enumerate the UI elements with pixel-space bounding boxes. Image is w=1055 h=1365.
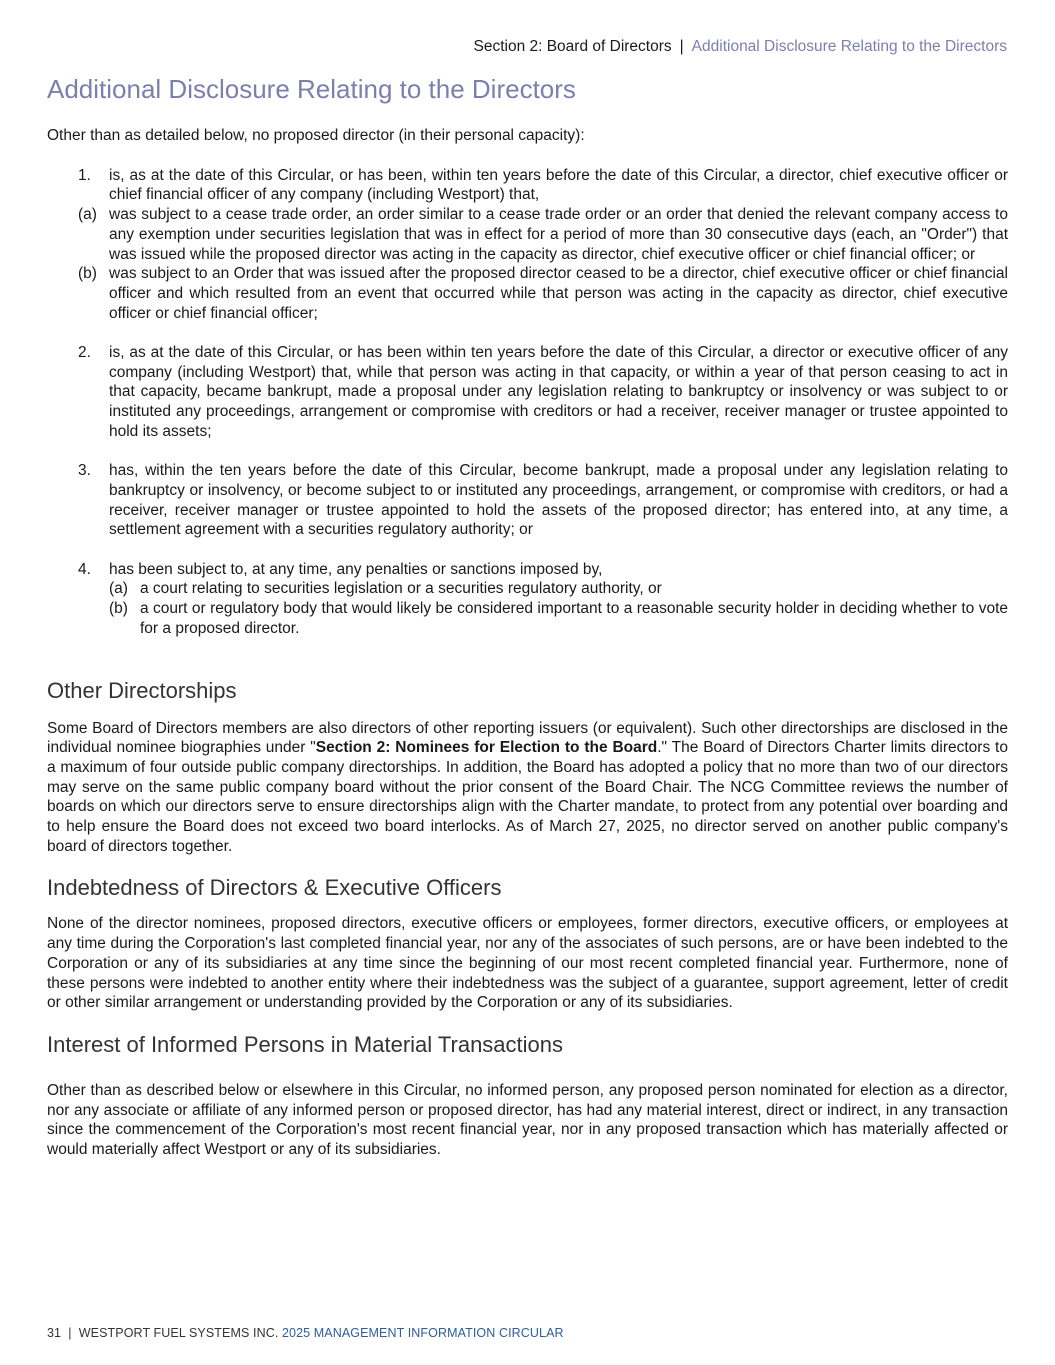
footer-company: WESTPORT FUEL SYSTEMS INC. (78, 1326, 279, 1340)
section-heading-interest: Interest of Informed Persons in Material Transactions (47, 1031, 564, 1057)
list-item (47, 560, 1008, 580)
list-number: 3. (78, 462, 91, 480)
list-text: is, as at the date of this Circular, or has been within ten years before the date of this Circular, a director or executive officer of any company (including Westport) that, while that person was acting in that capacity, or within a year of that person ceasing to act in that capacity, became bankrupt, made a proposal under any legislation relating to bankruptcy or insolvency or was subject to or instituted any proceedings, arrangement or compromise with creditors or had a receiver, receiver manager or trustee appointed to hold its assets; (109, 344, 1008, 440)
list-number: 1. (78, 166, 91, 184)
paragraph-text: Some Board of Directors members are also directors of other reporting issuers (or equivalent). Such other directorships are disclosed in the individual nominee biographies under " (47, 719, 1008, 757)
paragraph-text: ." The Board of Directors Charter limits directors to a maximum of four outside public company directorships. In addition, the Board has adopted a policy that no more than two of our directors may serve on the same public company board without the prior consent of the Board Chair. The NCG Committee reviews the number of boards on which our directors serve to ensure directorships align with the Charter mandate, to protect from any potential over boarding and to help ensure the Board does not exceed two board interlocks. As of March 27, 2025, no director served on another public company's board of directors together. (47, 739, 1008, 855)
page-title: Additional Disclosure Relating to the Directors (47, 74, 576, 104)
list-text: has been subject to, at any time, any penalties or sanctions imposed by, (109, 560, 603, 578)
list-item (47, 166, 1008, 205)
intro-paragraph: Other than as detailed below, no proposed director (in their personal capacity): (47, 127, 585, 144)
list-text: was subject to an Order that was issued after the proposed director ceased to be a director, chief executive officer or chief financial officer and which resulted from an event that occurred while that person was acting in the capacity as director, chief executive officer or chief financial officer; (109, 265, 1008, 322)
list-item (47, 579, 1008, 599)
list-item (47, 205, 1008, 264)
list-item (47, 599, 1008, 638)
list-item (47, 264, 1008, 323)
list-text: a court relating to securities legislation or a securities regulatory authority, or (140, 580, 662, 598)
page-content (47, 72, 1008, 1160)
section-heading-other-directorships: Other Directorships (47, 677, 237, 703)
page-number: 31 (47, 1326, 62, 1340)
list-letter: (b) (78, 265, 97, 283)
footer-separator: | (68, 1326, 72, 1340)
header-section: Section 2: Board of Directors (473, 38, 672, 55)
list-letter: (b) (109, 600, 128, 618)
running-header (473, 38, 1007, 56)
list-text: is, as at the date of this Circular, or has been, within ten years before the date of this Circular, a director, chief executive officer or chief financial officer of any company (including Westport) that, (109, 166, 1008, 204)
section-heading-indebtedness: Indebtedness of Directors & Executive Officers (47, 875, 502, 901)
section-reference: Section 2: Nominees for Election to the Board (315, 739, 658, 757)
page-footer (47, 1326, 564, 1340)
other-directorships-paragraph (47, 719, 1008, 857)
list-item (47, 343, 1008, 442)
list-text: a court or regulatory body that would likely be considered important to a reasonable security holder in deciding whether to vote for a proposed director. (140, 600, 1008, 637)
list-text: was subject to a cease trade order, an order similar to a cease trade order or an order that denied the relevant company access to any exemption under securities legislation that was in effect for a period of more than 30 consecutive days (each, an "Order") that was issued while the proposed director was acting in the capacity as director, chief executive officer or chief financial officer; or (109, 206, 1008, 263)
header-current: Additional Disclosure Relating to the Directors (691, 38, 1007, 55)
list-number: 4. (78, 560, 91, 578)
list-letter: (a) (109, 580, 128, 598)
list-number: 2. (78, 344, 91, 362)
interest-paragraph: Other than as described below or elsewhere in this Circular, no informed person, any proposed person nominated for election as a director, nor any associate or affiliate of any informed person or proposed director, has had any material interest, direct or indirect, in any transaction since the commencement of the Corporation's most recent financial year, nor in any proposed transaction which has materially affected or would materially affect Westport or any of its subsidiaries. (47, 1081, 1008, 1159)
disclosure-list (47, 166, 1008, 639)
list-item (47, 461, 1008, 540)
list-text: has, within the ten years before the date of this Circular, become bankrupt, made a proposal under any legislation relating to bankruptcy or insolvency, or become subject to or instituted any proceedings, arrangement, or compromise with creditors, or had a receiver, receiver manager or trustee appointed to hold the assets of the proposed director; has entered into, at any time, a settlement agreement with a securities regulatory authority; or (109, 462, 1008, 539)
header-separator: | (679, 38, 684, 55)
list-letter: (a) (78, 206, 97, 224)
footer-document: 2025 MANAGEMENT INFORMATION CIRCULAR (281, 1326, 564, 1340)
indebtedness-paragraph: None of the director nominees, proposed directors, executive officers or employees, former directors, executive officers, or employees at any time during the Corporation's last completed financial year, nor any of the associates of such persons, are or have been indebted to the Corporation or any of its subsidiaries at any time since the beginning of our most recent completed financial year. Furthermore, none of these persons were indebted to another entity where their indebtedness was the subject of a guarantee, support agreement, letter of credit or other similar arrangement or understanding provided by the Corporation or any of its subsidiaries. (47, 915, 1008, 1012)
